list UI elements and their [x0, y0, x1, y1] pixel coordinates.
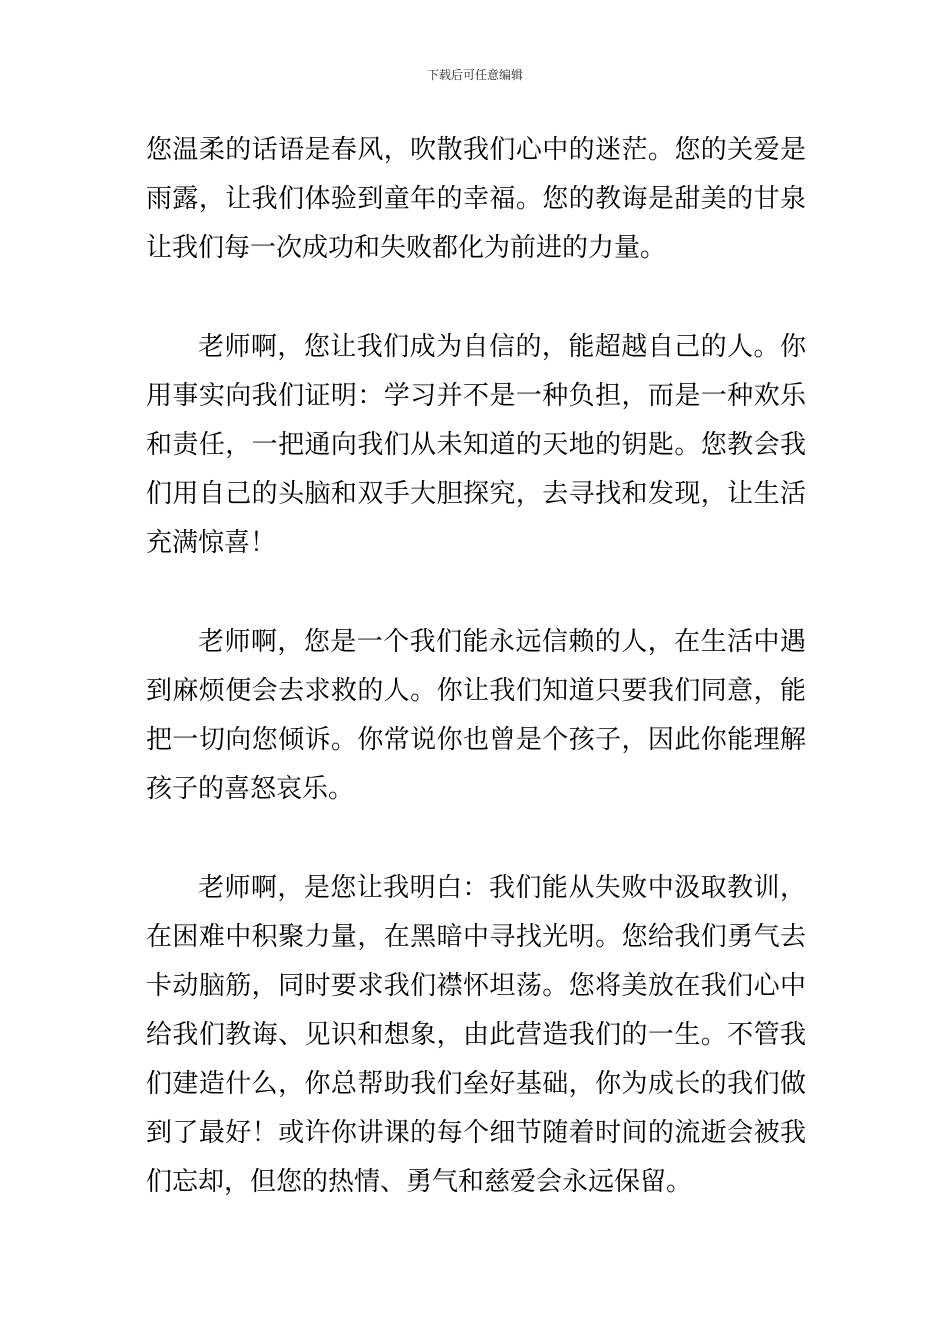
paragraph-3: 老师啊，您是一个我们能永远信赖的人，在生活中遇到麻烦便会去求救的人。你让我们知道只要我们同意，能把一切向您倾诉。你常说你也曾是个孩子，因此你能理解孩子的喜怒哀乐。: [146, 627, 806, 804]
document-body: [146, 126, 806, 1257]
paragraph-1: 您温柔的话语是春风，吹散我们心中的迷茫。您的关爱是雨露，让我们体验到童年的幸福。您的教诲是甜美的甘泉让我们每一次成功和失败都化为前进的力量。: [146, 135, 806, 263]
paragraph-2: 老师啊，您让我们成为自信的，能超越自己的人。你用事实向我们证明：学习并不是一种负担，而是一种欢乐和责任，一把通向我们从未知道的天地的钥匙。您教会我们用自己的头脑和双手大胆探究，去寻找和发现，让生活充满惊喜！: [146, 332, 806, 558]
page-header: 下载后可任意编辑: [426, 68, 523, 82]
paragraph-4: 老师啊，是您让我明白：我们能从失败中汲取教训，在困难中积聚力量，在黑暗中寻找光明。您给我们勇气去卡动脑筋，同时要求我们襟怀坦荡。您将美放在我们心中给我们教诲、见识和想象，由此营造我们的一生。不管我们建造什么，你总帮助我们垒好基础，你为成长的我们做到了最好！或许你讲课的每个细节随着时间的流逝会被我们忘却，但您的热情、勇气和慈爱会永远保留。: [146, 873, 806, 1197]
